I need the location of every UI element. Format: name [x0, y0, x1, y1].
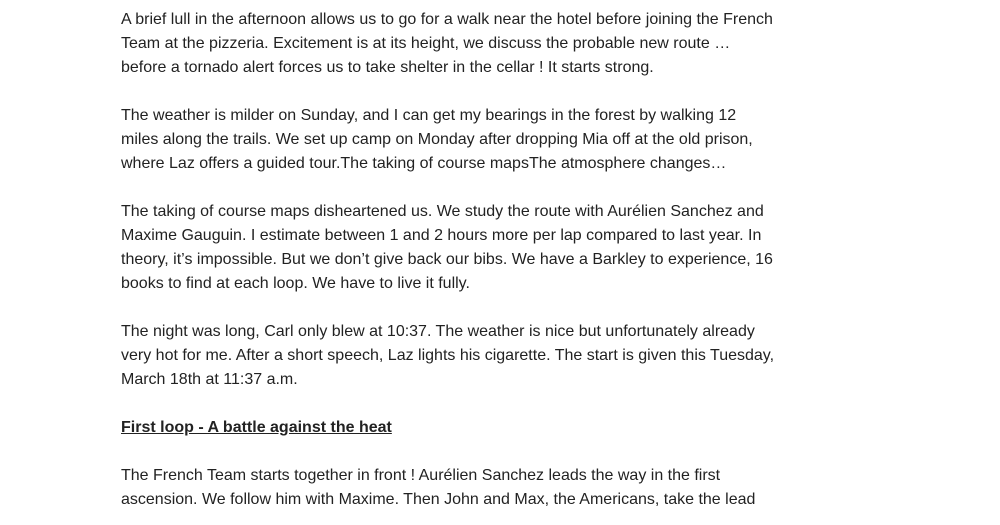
paragraph-race-start — [121, 320, 921, 392]
paragraph-sunday-weather — [121, 104, 921, 176]
paragraph-line: Team at the pizzeria. Excitement is at its height, we discuss the probable new route … — [121, 35, 731, 52]
paragraph-line: The night was long, Carl only blew at 10:37. The weather is nice but unfortunately already — [121, 323, 755, 340]
paragraph-line: ascension. We follow him with Maxime. Then John and Max, the Americans, take the lead — [121, 491, 756, 508]
paragraph-afternoon-walk — [121, 8, 921, 80]
paragraph-line: The French Team starts together in front ! Aurélien Sanchez leads the way in the first — [121, 467, 721, 484]
paragraph-line: Maxime Gauguin. I estimate between 1 and 2 hours more per lap compared to last year. In — [121, 227, 762, 244]
paragraph-line: very hot for me. After a short speech, Laz lights his cigarette. The start is given this Tuesday, — [121, 347, 775, 364]
document-body — [121, 8, 921, 525]
paragraph-line: The weather is milder on Sunday, and I can get my bearings in the forest by walking 12 — [121, 107, 737, 124]
paragraph-line: The taking of course maps disheartened us. We study the route with Aurélien Sanchez and — [121, 203, 764, 220]
paragraph-line: miles along the trails. We set up camp on Monday after dropping Mia off at the old prison, — [121, 131, 753, 148]
section-heading-first-loop: First loop - A battle against the heat — [121, 419, 392, 436]
paragraph-line: A brief lull in the afternoon allows us to go for a walk near the hotel before joining the French — [121, 11, 773, 28]
paragraph-line: books to find at each loop. We have to live it fully. — [121, 275, 470, 292]
paragraph-french-team — [121, 464, 921, 512]
paragraph-line: theory, it’s impossible. But we don’t give back our bibs. We have a Barkley to experience, 16 — [121, 251, 773, 268]
paragraph-line: March 18th at 11:37 a.m. — [121, 371, 298, 388]
paragraph-line: where Laz offers a guided tour.The taking of course mapsThe atmosphere changes… — [121, 155, 727, 172]
paragraph-line: before a tornado alert forces us to take shelter in the cellar ! It starts strong. — [121, 59, 654, 76]
paragraph-course-maps — [121, 200, 921, 296]
